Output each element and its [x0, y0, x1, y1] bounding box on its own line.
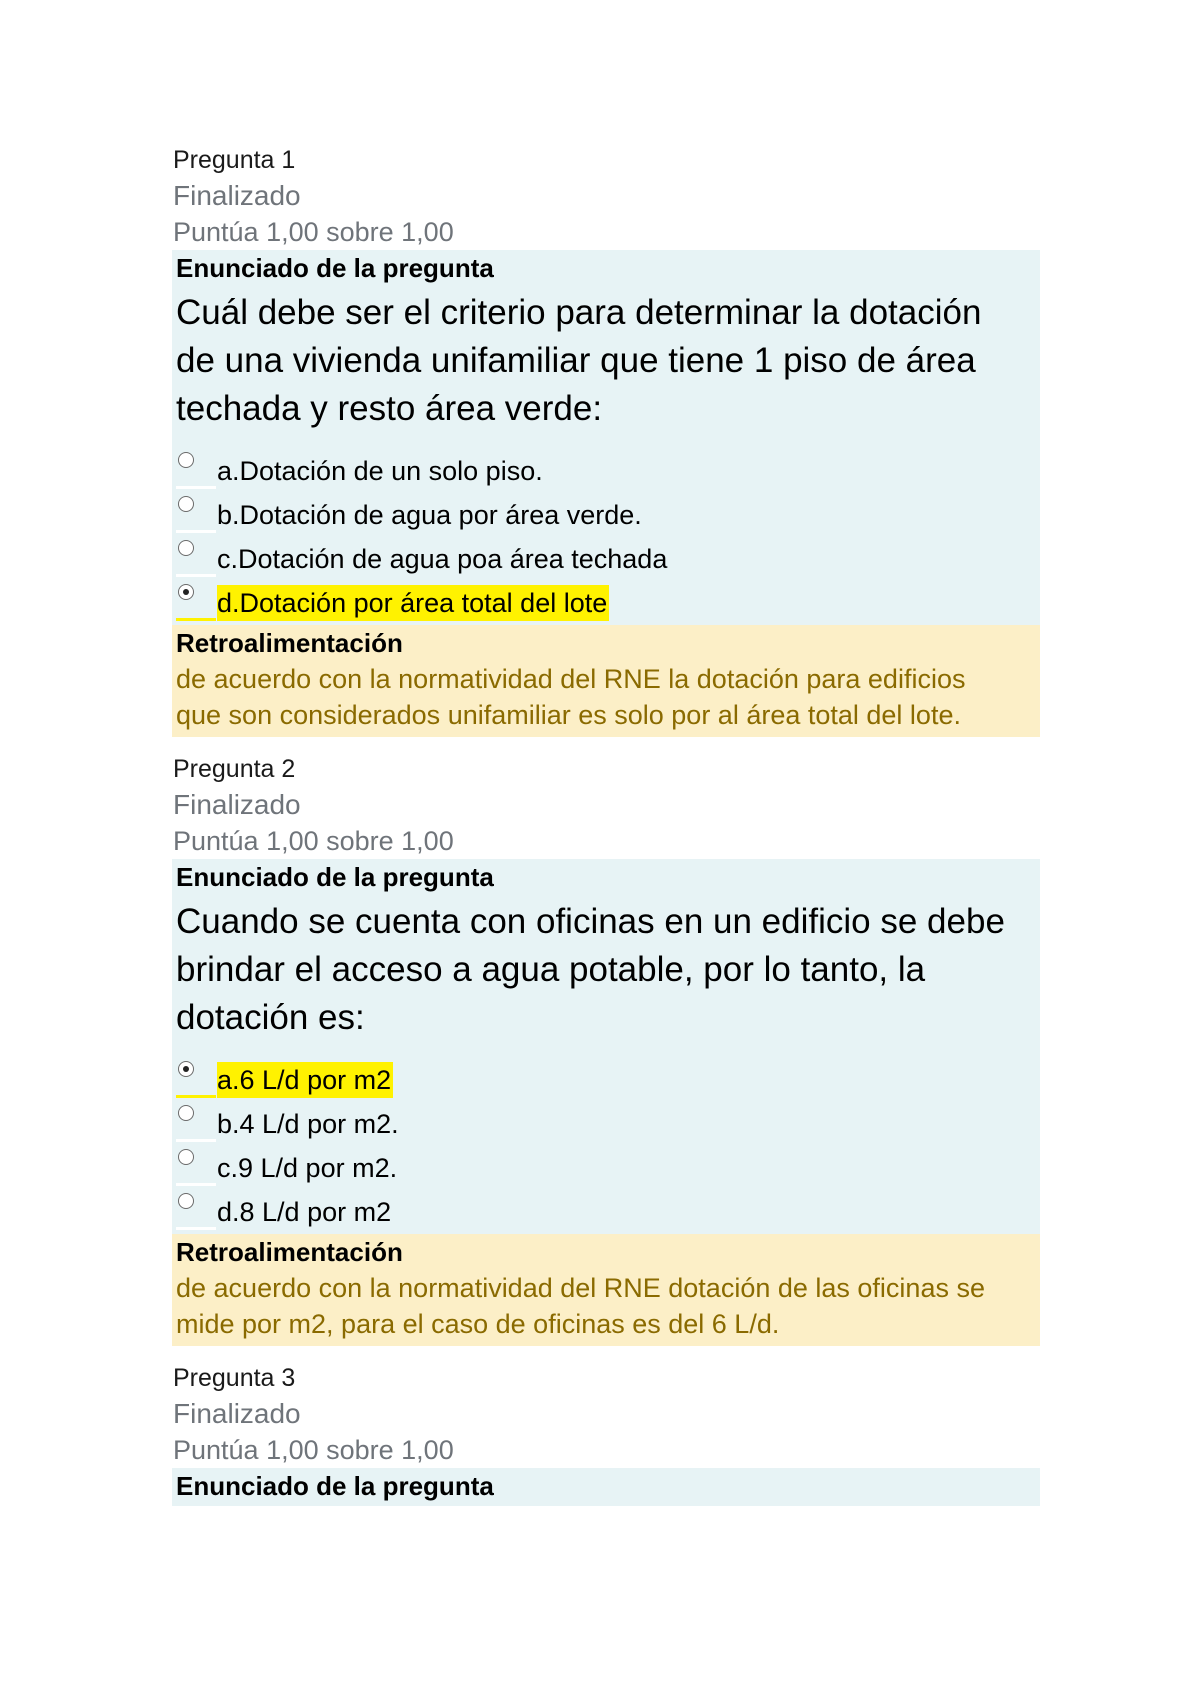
- answer-label: d.8 L/d por m2: [217, 1197, 392, 1227]
- answer-list: [176, 447, 1036, 623]
- radio-underline: [176, 486, 216, 489]
- answer-label: c.Dotación de agua poa área techada: [217, 544, 668, 574]
- radio-underline: [176, 574, 216, 577]
- feedback-box: [172, 1234, 1040, 1346]
- answer-option-d[interactable]: [176, 579, 1036, 623]
- question-state: Finalizado: [173, 1398, 301, 1429]
- feedback-heading: Retroalimentación: [176, 628, 403, 658]
- answer-label: d.Dotación por área total del lote: [217, 585, 609, 621]
- answer-option-a[interactable]: [176, 447, 1036, 491]
- radio-unchecked-icon[interactable]: [178, 452, 194, 468]
- question-text: Cuál debe ser el criterio para determinar la dotación de una vivienda unifamiliar que tiene 1 piso de área techada y resto área verde:: [176, 293, 982, 428]
- radio-underline: [176, 1139, 216, 1142]
- question-3: [172, 1360, 1040, 1506]
- answer-option-b[interactable]: [176, 491, 1036, 535]
- answer-option-c[interactable]: [176, 535, 1036, 579]
- question-content: [172, 1468, 1040, 1506]
- question-content: [172, 250, 1040, 625]
- answer-option-a[interactable]: [176, 1056, 1036, 1100]
- section-spacer: [172, 737, 1040, 751]
- radio-checked-icon[interactable]: [178, 1061, 194, 1077]
- question-heading: Enunciado de la pregunta: [176, 253, 494, 283]
- radio-unchecked-icon[interactable]: [178, 1149, 194, 1165]
- answer-list: [176, 1056, 1036, 1232]
- radio-unchecked-icon[interactable]: [178, 540, 194, 556]
- feedback-box: [172, 625, 1040, 737]
- answer-label: b.4 L/d por m2.: [217, 1109, 399, 1139]
- radio-underline: [176, 530, 216, 533]
- question-2: [172, 751, 1040, 1360]
- question-content: [172, 859, 1040, 1234]
- radio-underline: [176, 1095, 216, 1098]
- question-grade: Puntúa 1,00 sobre 1,00: [173, 217, 454, 247]
- radio-underline: [176, 1183, 216, 1186]
- answer-label: a.Dotación de un solo piso.: [217, 456, 543, 486]
- question-1: [172, 142, 1040, 751]
- question-grade: Puntúa 1,00 sobre 1,00: [173, 826, 454, 856]
- radio-unchecked-icon[interactable]: [178, 1193, 194, 1209]
- quiz-review-page: [172, 142, 1040, 1506]
- question-number: Pregunta 2: [173, 755, 296, 783]
- radio-unchecked-icon[interactable]: [178, 496, 194, 512]
- answer-label: a.6 L/d por m2: [217, 1062, 393, 1098]
- question-text: Cuando se cuenta con oficinas en un edificio se debe brindar el acceso a agua potable, por lo tanto, la dotación es:: [176, 902, 1005, 1037]
- radio-checked-icon[interactable]: [178, 584, 194, 600]
- question-number: Pregunta 1: [173, 146, 296, 174]
- answer-label: b.Dotación de agua por área verde.: [217, 500, 642, 530]
- question-info: [172, 751, 1040, 859]
- question-info: [172, 1360, 1040, 1468]
- radio-underline: [176, 618, 216, 621]
- radio-underline: [176, 1227, 216, 1230]
- question-grade: Puntúa 1,00 sobre 1,00: [173, 1435, 454, 1465]
- answer-option-c[interactable]: [176, 1144, 1036, 1188]
- question-heading: Enunciado de la pregunta: [176, 862, 494, 892]
- section-spacer: [172, 1346, 1040, 1360]
- feedback-heading: Retroalimentación: [176, 1237, 403, 1267]
- answer-option-b[interactable]: [176, 1100, 1036, 1144]
- question-info: [172, 142, 1040, 250]
- radio-unchecked-icon[interactable]: [178, 1105, 194, 1121]
- question-state: Finalizado: [173, 789, 301, 820]
- question-heading: Enunciado de la pregunta: [176, 1471, 494, 1501]
- feedback-text: de acuerdo con la normatividad del RNE dotación de las oficinas se mide por m2, para el caso de oficinas es del 6 L/d.: [176, 1273, 985, 1339]
- answer-label: c.9 L/d por m2.: [217, 1153, 398, 1183]
- question-state: Finalizado: [173, 180, 301, 211]
- answer-option-d[interactable]: [176, 1188, 1036, 1232]
- feedback-text: de acuerdo con la normatividad del RNE la dotación para edificios que son considerados unifamiliar es solo por al área total del lote.: [176, 664, 966, 730]
- question-number: Pregunta 3: [173, 1364, 296, 1392]
